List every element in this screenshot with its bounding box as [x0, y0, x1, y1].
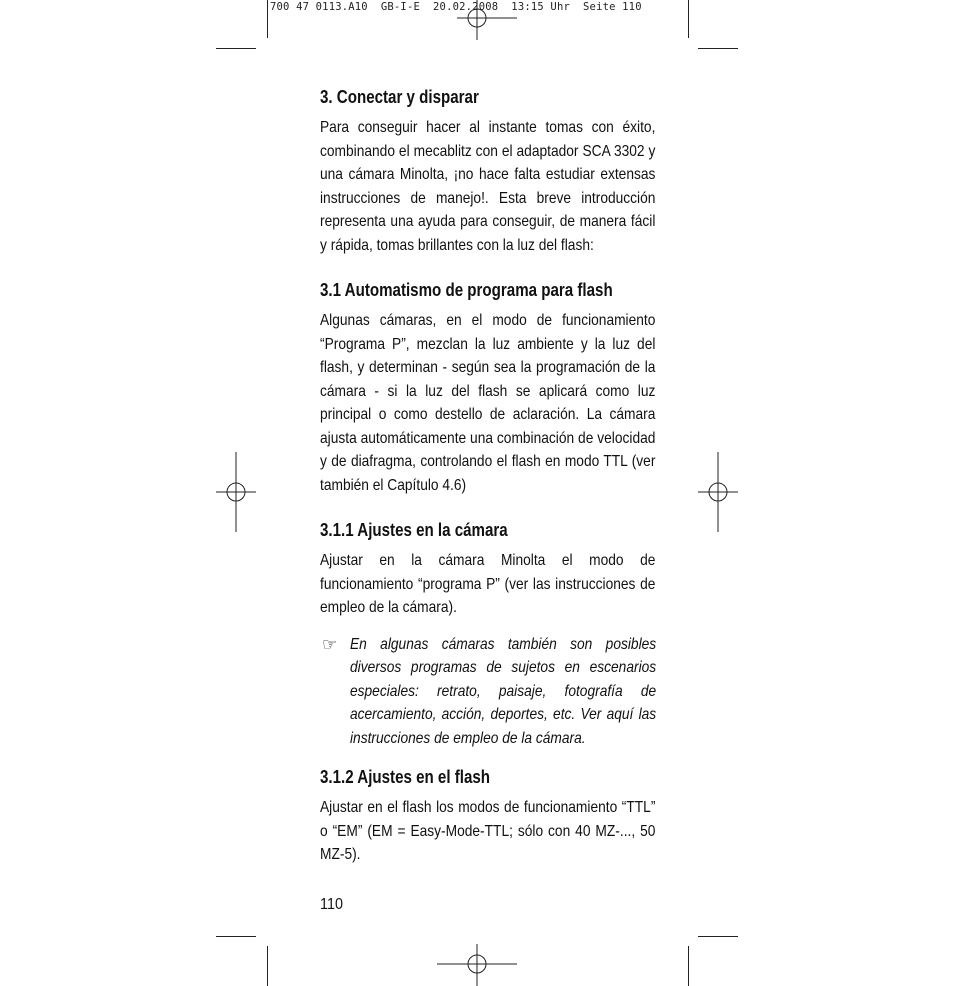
section-paragraph: Ajustar en la cámara Minolta el modo de funcionamiento “programa P” (ver las instrucciones de empleo de la cámara).	[320, 552, 656, 616]
crop-mark	[698, 48, 738, 49]
section-paragraph: Algunas cámaras, en el modo de funcionamiento “Programa P”, mezclan la luz ambiente y la luz del flash, y determinan - según sea la programación de la cámara - si la luz del flash se aplicará como luz principal o como destello de aclaración. La cámara ajusta automáticamente una combinación de velocidad y de diafragma, controlando el flash en modo TTL (ver también el Capítulo 4.6)	[320, 312, 656, 494]
crop-mark	[688, 0, 689, 38]
section-paragraph: Para conseguir hacer al instante tomas con éxito, combinando el mecablitz con el adaptador SCA 3302 y una cámara Minolta, ¡no hace falta estudiar extensas instrucciones de manejo!. Esta breve introducción representa una ayuda para conseguir, de manera fácil y rápida, tomas brillantes con la luz del flash:	[320, 119, 656, 254]
section-paragraph: Ajustar en el flash los modos de funcionamiento “TTL” o “EM” (EM = Easy-Mode-TTL; sólo con 40 MZ-..., 50 MZ-5).	[320, 799, 656, 863]
crop-mark	[688, 946, 689, 986]
crop-mark	[267, 946, 268, 986]
note-block	[320, 633, 656, 751]
registration-mark-icon	[698, 452, 738, 532]
print-header: 700 47 0113.A10 GB-I-E 20.02.2008 13:15 Uhr Seite 110	[270, 1, 642, 13]
section-title: 3.1 Automatismo de programa para flash	[320, 280, 613, 300]
registration-mark-icon	[437, 944, 517, 986]
pointing-hand-icon: ☞	[322, 634, 338, 654]
section-title: 3.1.2 Ajustes en el flash	[320, 767, 491, 787]
crop-mark	[216, 936, 256, 937]
crop-mark	[698, 936, 738, 937]
crop-mark	[267, 0, 268, 38]
page-content	[320, 84, 656, 867]
note-text: En algunas cámaras también son posibles diversos programas de sujetos en escenarios especiales: retrato, paisaje, fotografía de acercamiento, acción, deportes, etc. Ver aquí las instrucciones de empleo de la cámara.	[350, 635, 657, 747]
crop-mark	[216, 48, 256, 49]
section-title: 3.1.1 Ajustes en la cámara	[320, 520, 508, 540]
registration-mark-icon	[216, 452, 256, 532]
section-title: 3. Conectar y disparar	[320, 87, 479, 107]
registration-mark-icon	[457, 0, 517, 40]
page-number: 110	[320, 896, 343, 913]
